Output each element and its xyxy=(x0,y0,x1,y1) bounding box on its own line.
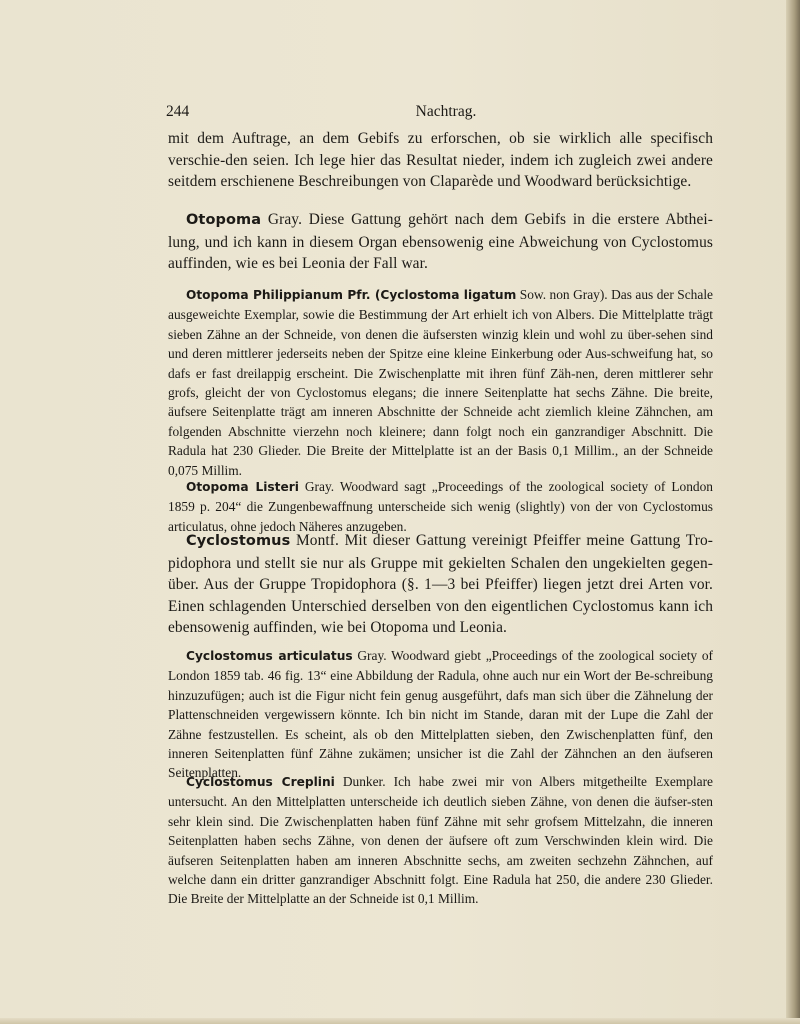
page-header-title: Nachtrag. xyxy=(415,103,477,120)
species-heading: Cyclostomus Creplini xyxy=(186,775,335,789)
paragraph-otopoma-listeri xyxy=(168,477,713,536)
paragraph-text: Gray. Woodward sagt „Proceedings of the zoological society of London 1859 p. 204“ die Zungenbewaffnung unterscheide sich wenig (slightly) von der von Cyclostomus articulatus, ohne jedoch Näheres anzugeben. xyxy=(168,479,713,534)
paragraph-otopoma-philippianum xyxy=(168,285,713,480)
species-heading: Otopoma Philippianum Pfr. (Cyclostoma ligatum xyxy=(186,288,517,302)
paragraph-text: Sow. non Gray). Das aus der Schale ausgeweichte Exemplar, sowie die Bestimmung der Art erhielt ich von Albers. Die Mittelplatte trägt sieben Zähne an der Schneide, von denen die äufsersten winzig klein und wohl zu über-sehen sind und deren mittlerer jederseits neben der Spitze eine kleine Einkerbung oder Aus-schweifung hat, so dafs er fast dreilappig erscheint. Die Zwischenplatte mit ihren fünf Zäh-nen, deren mittlerer sehr grofs, gleicht der von Cyclostomus elegans; die innere Seitenplatte hat sechs Zähne. Die breite, äufsere Seitenplatte trägt am inneren Abschnitte der Schneide acht ziemlich kleine Zähnchen, am folgenden Abschnitte vierzehn noch kleinere; dann folgt noch ein ganzrandiger Abschnitt. Die Radula hat 230 Glieder. Die Breite der Mittelplatte ist an der Basis 0,1 Millim., an der Schneide 0,075 Millim. xyxy=(168,287,713,478)
paragraph-text: Dunker. Ich habe zwei mir von Albers mitgetheilte Exemplare untersucht. An den Mittelplatten unterscheide ich deutlich sieben Zähne, von denen die äufser-sten sehr klein sind. Die Zwischenplatten haben fünf Zähne mit sehr grofsem Mittelzahn, die inneren Seitenplatten haben sechs Zähne, von denen der äufsere oft zum Verschwinden klein wird. Die äufseren Seitenplatten haben am inneren Abschnitte sechs, am zweiten sechzehn Zähnchen, auf welche dann ein dritter ganzrandiger Abschnitt folgt. Eine Radula hat 250, die andere 230 Glieder. Die Breite der Mittelplatte an der Schneide ist 0,1 Millim. xyxy=(168,774,713,907)
paragraph-otopoma xyxy=(168,209,713,275)
paragraph-text: Gray. Woodward giebt „Proceedings of the zoological society of London 1859 tab. 46 fig. 13“ eine Abbildung der Radula, ohne auch nur ein Wort der Be-schreibung hinzuzufügen; auch ist die Figur nicht fein genug ausgeführt, dafs man sich über die Zähnelung der Plattenschneiden vergewissern könnte. Ich bin nicht im Stande, daran mit der Lupe die Zahl der Zähne festzustellen. Es scheint, als ob den Mittelplatten sieben, den Zwischenplatten fünf, den inneren Seitenplatten fünf Zähne zukämen; unsicher ist die Zahl der Zähnchen an den äufseren Seitenplatten. xyxy=(168,648,713,781)
genus-heading: Cyclostomus xyxy=(186,533,291,549)
paragraph-cyclostomus xyxy=(168,530,713,639)
paragraph-text: Montf. Mit dieser Gattung vereinigt Pfeiffer meine Gattung Tro-pidophora und stellt sie nur als Gruppe mit gekielten Schalen den ungekielten gegen-über. Aus der Gruppe Tropidophora (§. 1—3 bei Pfeiffer) liegen jetzt drei Arten vor. Einen schlagenden Unterschied derselben von den eigentlichen Cyclostomus kann ich ebensowenig auffinden, wie bei Otopoma und Leonia. xyxy=(168,532,713,637)
running-head xyxy=(166,103,726,125)
genus-heading: Otopoma xyxy=(186,212,262,228)
paragraph-cyclostomus-articulatus xyxy=(168,646,713,783)
page-bottom-edge xyxy=(0,1018,800,1024)
page-number: 244 xyxy=(166,103,190,120)
species-heading: Cyclostomus articulatus xyxy=(186,649,353,663)
page-edge-shadow xyxy=(786,0,800,1024)
paragraph-cyclostomus-creplini xyxy=(168,772,713,909)
paragraph-text: Gray. Diese Gattung gehört nach dem Gebifs in die erstere Abthei-lung, und ich kann in diesem Organ ebensowenig eine Abweichung von Cyclostomus auffinden, wie es bei Leonia der Fall war. xyxy=(168,211,713,273)
paragraph-text: mit dem Auftrage, an dem Gebifs zu erforschen, ob sie wirklich alle specifisch verschie-den seien. Ich lege hier das Resultat nieder, indem ich zugleich zwei andere seitdem erschienene Beschreibungen von Claparède und Woodward berücksichtige. xyxy=(168,130,713,191)
paragraph-intro xyxy=(168,128,713,193)
species-heading: Otopoma Listeri xyxy=(186,480,299,494)
